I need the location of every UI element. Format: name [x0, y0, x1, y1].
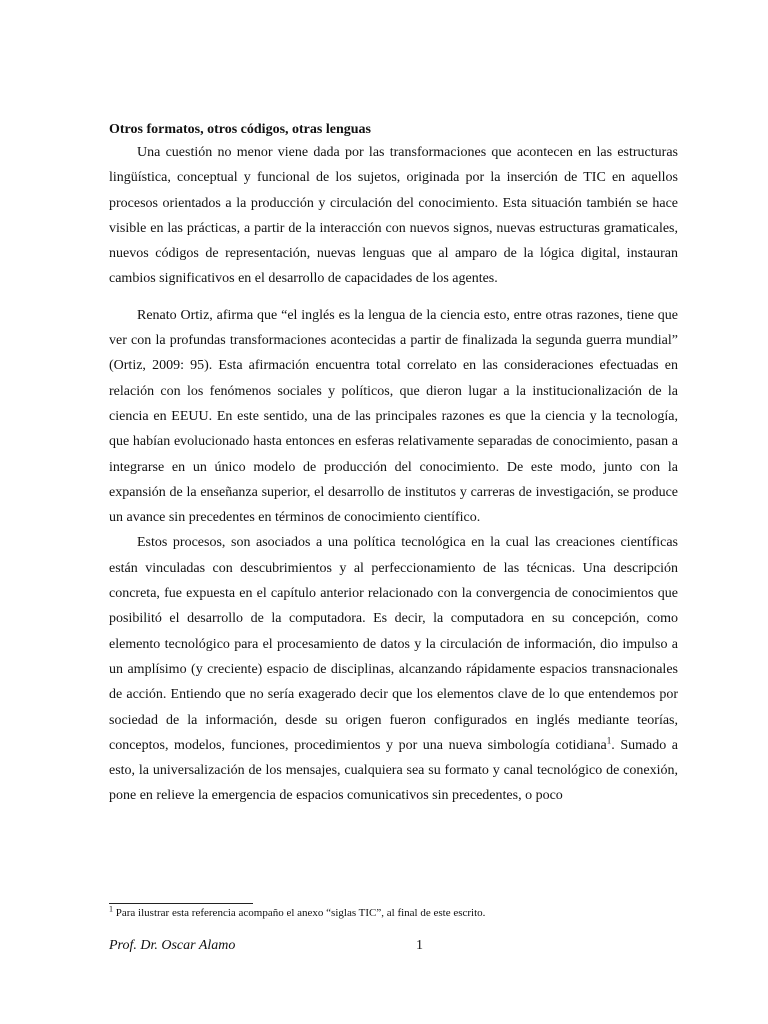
paragraph-1	[109, 140, 678, 292]
footnote	[109, 906, 678, 920]
page-number: 1	[416, 938, 423, 953]
footnote-divider	[109, 903, 253, 904]
footnote-reference: 1	[606, 735, 612, 746]
footnote-number: 1	[109, 904, 113, 914]
footer-author: Prof. Dr. Oscar Alamo	[109, 938, 236, 953]
document-body	[109, 120, 678, 809]
paragraph-3	[109, 530, 678, 808]
paragraph-2	[109, 303, 678, 531]
footnote-text: Para ilustrar esta referencia acompaño el anexo “siglas TIC”, al final de este escrito.	[113, 907, 486, 919]
paragraph-3-text-after-note: . Sumado a esto, la universalización de los mensajes, cualquiera sea su formato y canal tecnológico de conexión, pone en relieve la emergencia de espacios comunicativos sin precedentes, o poco	[109, 737, 678, 804]
paragraph-2-text: Renato Ortiz, afirma que “el inglés es la lengua de la ciencia esto, entre otras razones, tiene que ver con la profundas transformaciones acontecidas a partir de finalizada la segunda guerra mundial” (Ortiz, 2009: 95). Esta afirmación encuentra total correlato en las consideraciones efectuadas en relación con los fenómenos sociales y políticos, que dieron lugar a la institucionalización de la ciencia en EEUU. En este sentido, una de las principales razones es que la ciencia y la tecnología, que habían evolucionado hasta entonces en esferas relativamente separadas de conocimiento, pasan a integrarse en un único modelo de producción del conocimiento. De este modo, junto con la expansión de la enseñanza superior, el desarrollo de institutos y carreras de investigación, se produce un avance sin precedentes en términos de conocimiento científico.	[109, 307, 678, 526]
paragraph-1-text: Una cuestión no menor viene dada por las transformaciones que acontecen en las estructuras lingüística, conceptual y funcional de los sujetos, originada por la inserción de TIC en aquellos procesos orientados a la producción y circulación del conocimiento. Esta situación también se hace visible en las prácticas, a partir de la interacción con nuevos signos, nuevas estructuras gramaticales, nuevos códigos de representación, nuevas lenguas que al amparo de la lógica digital, instauran cambios significativos en el desarrollo de capacidades de los agentes.	[109, 145, 678, 287]
section-heading: Otros formatos, otros códigos, otras lenguas	[109, 122, 371, 137]
paragraph-3-text-before-note: Estos procesos, son asociados a una política tecnológica en la cual las creaciones científicas están vinculadas con descubrimientos y al perfeccionamiento de las técnicas. Una descripción concreta, fue expuesta en el capítulo anterior relacionado con la convergencia de conocimientos que posibilitó el desarrollo de la computadora. Es decir, la computadora en su concepción, como elemento tecnológico para el procesamiento de datos y la circulación de información, dio impulso a un amplísimo (y creciente) espacio de disciplinas, alcanzando rápidamente espacios transnacionales de acción. Entiendo que no sería exagerado decir que los elementos clave de lo que entendemos por sociedad de la información, desde su origen fueron configurados en inglés mediante teorías, conceptos, modelos, funciones, procedimientos y por una nueva simbología cotidiana	[109, 535, 678, 753]
